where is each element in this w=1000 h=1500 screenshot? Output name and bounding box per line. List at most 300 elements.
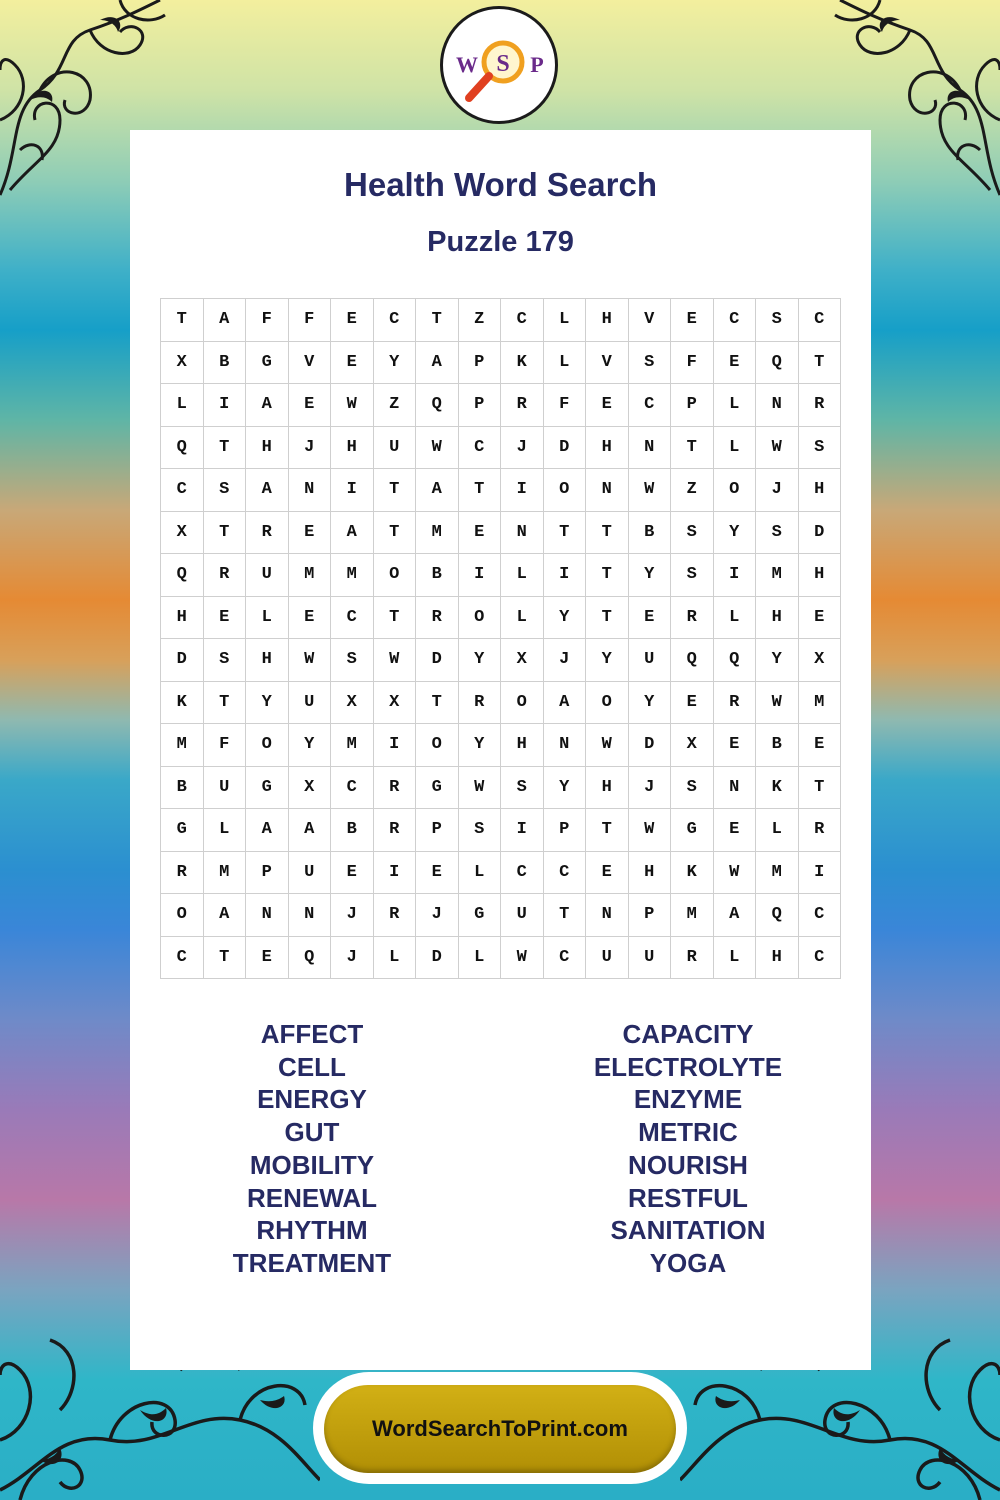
grid-cell: O xyxy=(373,554,416,597)
grid-row xyxy=(161,299,841,342)
grid-row xyxy=(161,936,841,979)
grid-cell: F xyxy=(671,341,714,384)
grid-cell: T xyxy=(161,299,204,342)
grid-cell: T xyxy=(203,936,246,979)
grid-cell: M xyxy=(203,851,246,894)
grid-cell: E xyxy=(331,299,374,342)
grid-cell: Q xyxy=(161,554,204,597)
grid-cell: I xyxy=(203,384,246,427)
grid-cell: L xyxy=(543,299,586,342)
grid-row xyxy=(161,766,841,809)
grid-cell: G xyxy=(246,341,289,384)
grid-cell: W xyxy=(756,426,799,469)
grid-cell: J xyxy=(331,936,374,979)
grid-cell: Q xyxy=(713,639,756,682)
grid-cell: W xyxy=(713,851,756,894)
grid-cell: C xyxy=(543,936,586,979)
grid-cell: L xyxy=(713,426,756,469)
word-list-item: YOGA xyxy=(649,1247,727,1278)
grid-cell: M xyxy=(416,511,459,554)
grid-cell: T xyxy=(203,681,246,724)
grid-cell: T xyxy=(671,426,714,469)
grid-cell: P xyxy=(458,341,501,384)
grid-cell: E xyxy=(203,596,246,639)
grid-cell: M xyxy=(331,554,374,597)
grid-cell: X xyxy=(501,639,544,682)
grid-cell: X xyxy=(161,341,204,384)
grid-cell: I xyxy=(713,554,756,597)
grid-row xyxy=(161,681,841,724)
word-list-item: ENZYME xyxy=(633,1084,743,1115)
grid-cell: A xyxy=(713,894,756,937)
grid-cell: U xyxy=(246,554,289,597)
site-link-button[interactable]: WordSearchToPrint.com xyxy=(324,1385,676,1473)
grid-cell: H xyxy=(161,596,204,639)
grid-cell: R xyxy=(373,809,416,852)
grid-cell: Q xyxy=(161,426,204,469)
grid-cell: T xyxy=(543,894,586,937)
grid-cell: O xyxy=(161,894,204,937)
grid-cell: E xyxy=(458,511,501,554)
grid-cell: T xyxy=(373,596,416,639)
grid-cell: D xyxy=(543,426,586,469)
grid-cell: W xyxy=(628,809,671,852)
logo-letter-p: P xyxy=(530,52,544,77)
grid-cell: Z xyxy=(373,384,416,427)
word-list-item: ELECTROLYTE xyxy=(593,1051,783,1082)
grid-cell: B xyxy=(203,341,246,384)
grid-cell: N xyxy=(288,894,331,937)
grid-cell: L xyxy=(543,341,586,384)
grid-cell: W xyxy=(628,469,671,512)
grid-cell: Q xyxy=(288,936,331,979)
grid-cell: Y xyxy=(458,639,501,682)
grid-cell: K xyxy=(501,341,544,384)
grid-cell: X xyxy=(798,639,841,682)
grid-cell: A xyxy=(331,511,374,554)
grid-cell: T xyxy=(373,469,416,512)
grid-cell: Q xyxy=(756,341,799,384)
grid-cell: L xyxy=(203,809,246,852)
grid-cell: W xyxy=(416,426,459,469)
grid-cell: Y xyxy=(458,724,501,767)
grid-cell: H xyxy=(586,766,629,809)
grid-cell: U xyxy=(373,426,416,469)
grid-cell: R xyxy=(161,851,204,894)
grid-row xyxy=(161,894,841,937)
grid-cell: R xyxy=(203,554,246,597)
grid-cell: Y xyxy=(628,681,671,724)
grid-cell: I xyxy=(331,469,374,512)
grid-cell: C xyxy=(161,469,204,512)
grid-cell: Z xyxy=(458,299,501,342)
grid-cell: E xyxy=(416,851,459,894)
grid-cell: Y xyxy=(288,724,331,767)
grid-row xyxy=(161,724,841,767)
grid-cell: L xyxy=(373,936,416,979)
grid-cell: J xyxy=(628,766,671,809)
grid-cell: X xyxy=(288,766,331,809)
grid-cell: T xyxy=(586,511,629,554)
grid-cell: H xyxy=(756,596,799,639)
grid-cell: E xyxy=(331,851,374,894)
grid-cell: O xyxy=(246,724,289,767)
grid-cell: M xyxy=(756,851,799,894)
grid-cell: B xyxy=(628,511,671,554)
grid-cell: N xyxy=(713,766,756,809)
grid-cell: W xyxy=(586,724,629,767)
grid-cell: S xyxy=(756,299,799,342)
grid-cell: P xyxy=(458,384,501,427)
grid-cell: L xyxy=(458,851,501,894)
grid-cell: H xyxy=(586,299,629,342)
grid-cell: T xyxy=(203,426,246,469)
grid-cell: Y xyxy=(713,511,756,554)
logo-letter-w: W xyxy=(456,52,478,77)
grid-cell: C xyxy=(161,936,204,979)
word-list-item: TREATMENT xyxy=(232,1247,392,1278)
grid-cell: A xyxy=(543,681,586,724)
grid-row xyxy=(161,384,841,427)
word-list-item: RENEWAL xyxy=(247,1182,377,1213)
grid-cell: J xyxy=(288,426,331,469)
grid-cell: I xyxy=(543,554,586,597)
grid-cell: R xyxy=(713,681,756,724)
grid-cell: S xyxy=(203,469,246,512)
grid-cell: N xyxy=(501,511,544,554)
grid-cell: D xyxy=(628,724,671,767)
grid-cell: M xyxy=(756,554,799,597)
logo-letter-s: S xyxy=(496,51,510,77)
grid-cell: Q xyxy=(671,639,714,682)
grid-row xyxy=(161,426,841,469)
grid-cell: C xyxy=(458,426,501,469)
word-list-right xyxy=(538,1018,838,1280)
grid-cell: K xyxy=(671,851,714,894)
grid-cell: U xyxy=(586,936,629,979)
grid-cell: S xyxy=(458,809,501,852)
grid-cell: T xyxy=(586,809,629,852)
grid-cell: P xyxy=(416,809,459,852)
grid-cell: R xyxy=(416,596,459,639)
grid-cell: C xyxy=(798,299,841,342)
grid-cell: Y xyxy=(628,554,671,597)
grid-cell: C xyxy=(798,936,841,979)
grid-cell: R xyxy=(458,681,501,724)
grid-row xyxy=(161,511,841,554)
grid-cell: N xyxy=(246,894,289,937)
grid-cell: P xyxy=(246,851,289,894)
grid-cell: L xyxy=(713,936,756,979)
grid-cell: T xyxy=(586,554,629,597)
grid-cell: M xyxy=(161,724,204,767)
grid-cell: S xyxy=(501,766,544,809)
grid-cell: N xyxy=(586,894,629,937)
grid-cell: T xyxy=(798,766,841,809)
grid-cell: I xyxy=(458,554,501,597)
grid-cell: Y xyxy=(246,681,289,724)
grid-cell: S xyxy=(798,426,841,469)
grid-cell: L xyxy=(501,554,544,597)
grid-cell: P xyxy=(671,384,714,427)
grid-cell: F xyxy=(203,724,246,767)
grid-cell: E xyxy=(586,851,629,894)
grid-cell: T xyxy=(586,596,629,639)
grid-cell: W xyxy=(756,681,799,724)
grid-cell: E xyxy=(798,596,841,639)
grid-cell: E xyxy=(288,511,331,554)
word-list-item: NOURISH xyxy=(628,1149,748,1180)
grid-cell: T xyxy=(416,681,459,724)
grid-cell: M xyxy=(671,894,714,937)
grid-cell: P xyxy=(543,809,586,852)
grid-cell: R xyxy=(246,511,289,554)
grid-cell: D xyxy=(161,639,204,682)
grid-cell: F xyxy=(543,384,586,427)
grid-cell: J xyxy=(501,426,544,469)
grid-cell: Y xyxy=(543,766,586,809)
grid-cell: S xyxy=(671,766,714,809)
grid-cell: I xyxy=(501,469,544,512)
grid-cell: H xyxy=(246,639,289,682)
grid-cell: R xyxy=(798,809,841,852)
word-list-item: GUT xyxy=(284,1117,340,1148)
grid-cell: W xyxy=(288,639,331,682)
grid-cell: G xyxy=(458,894,501,937)
grid-cell: W xyxy=(501,936,544,979)
grid-cell: E xyxy=(798,724,841,767)
grid-cell: U xyxy=(628,936,671,979)
grid-cell: S xyxy=(671,554,714,597)
grid-cell: W xyxy=(331,384,374,427)
grid-cell: A xyxy=(416,341,459,384)
grid-cell: K xyxy=(161,681,204,724)
grid-cell: C xyxy=(373,299,416,342)
grid-cell: H xyxy=(798,469,841,512)
word-list-item: RESTFUL xyxy=(628,1182,748,1213)
grid-cell: G xyxy=(161,809,204,852)
grid-cell: I xyxy=(373,724,416,767)
grid-cell: L xyxy=(161,384,204,427)
grid-row xyxy=(161,809,841,852)
grid-cell: O xyxy=(416,724,459,767)
grid-cell: L xyxy=(713,596,756,639)
grid-cell: S xyxy=(756,511,799,554)
grid-cell: J xyxy=(331,894,374,937)
grid-cell: M xyxy=(798,681,841,724)
grid-cell: E xyxy=(671,299,714,342)
puzzle-title: Health Word Search xyxy=(344,166,657,203)
word-list-item: ENERGY xyxy=(257,1084,367,1115)
grid-cell: X xyxy=(161,511,204,554)
grid-cell: U xyxy=(203,766,246,809)
grid-cell: L xyxy=(501,596,544,639)
grid-row xyxy=(161,851,841,894)
grid-cell: F xyxy=(246,299,289,342)
grid-row xyxy=(161,469,841,512)
grid-cell: C xyxy=(501,299,544,342)
grid-row xyxy=(161,341,841,384)
grid-cell: L xyxy=(756,809,799,852)
grid-cell: B xyxy=(416,554,459,597)
grid-cell: S xyxy=(628,341,671,384)
grid-cell: Z xyxy=(671,469,714,512)
grid-cell: S xyxy=(331,639,374,682)
grid-cell: E xyxy=(331,341,374,384)
grid-cell: R xyxy=(501,384,544,427)
grid-cell: Q xyxy=(756,894,799,937)
grid-cell: E xyxy=(246,936,289,979)
grid-cell: N xyxy=(586,469,629,512)
grid-cell: J xyxy=(416,894,459,937)
grid-cell: K xyxy=(756,766,799,809)
grid-cell: E xyxy=(586,384,629,427)
grid-cell: C xyxy=(713,299,756,342)
grid-cell: H xyxy=(756,936,799,979)
grid-cell: C xyxy=(543,851,586,894)
grid-cell: A xyxy=(288,809,331,852)
grid-cell: Y xyxy=(586,639,629,682)
grid-cell: C xyxy=(331,766,374,809)
grid-cell: C xyxy=(798,894,841,937)
grid-cell: N xyxy=(628,426,671,469)
grid-cell: T xyxy=(203,511,246,554)
grid-cell: S xyxy=(203,639,246,682)
grid-cell: V xyxy=(586,341,629,384)
word-list-item: CELL xyxy=(278,1051,346,1082)
grid-cell: J xyxy=(543,639,586,682)
grid-cell: Y xyxy=(373,341,416,384)
grid-cell: L xyxy=(458,936,501,979)
grid-cell: V xyxy=(288,341,331,384)
grid-cell: I xyxy=(798,851,841,894)
grid-cell: W xyxy=(458,766,501,809)
grid-cell: G xyxy=(416,766,459,809)
grid-cell: B xyxy=(161,766,204,809)
grid-cell: C xyxy=(331,596,374,639)
grid-cell: T xyxy=(543,511,586,554)
grid-cell: N xyxy=(288,469,331,512)
grid-cell: H xyxy=(586,426,629,469)
grid-cell: L xyxy=(246,596,289,639)
grid-cell: H xyxy=(331,426,374,469)
grid-cell: O xyxy=(586,681,629,724)
grid-cell: N xyxy=(756,384,799,427)
grid-cell: O xyxy=(713,469,756,512)
grid-cell: F xyxy=(288,299,331,342)
grid-cell: T xyxy=(416,299,459,342)
grid-cell: Q xyxy=(416,384,459,427)
grid-cell: E xyxy=(713,341,756,384)
grid-cell: D xyxy=(416,936,459,979)
word-list-item: AFFECT xyxy=(260,1019,364,1049)
grid-cell: W xyxy=(373,639,416,682)
grid-cell: E xyxy=(288,384,331,427)
grid-cell: I xyxy=(501,809,544,852)
grid-cell: M xyxy=(331,724,374,767)
grid-cell: U xyxy=(288,681,331,724)
magnifier-icon xyxy=(443,9,555,121)
puzzle-subtitle: Puzzle 179 xyxy=(427,226,574,258)
grid-cell: A xyxy=(203,299,246,342)
grid-cell: J xyxy=(756,469,799,512)
puzzle-card xyxy=(130,130,871,1370)
word-list-item: METRIC xyxy=(638,1117,738,1148)
grid-cell: C xyxy=(501,851,544,894)
grid-cell: I xyxy=(373,851,416,894)
grid-cell: D xyxy=(798,511,841,554)
grid-cell: R xyxy=(671,936,714,979)
grid-cell: M xyxy=(288,554,331,597)
grid-cell: G xyxy=(246,766,289,809)
grid-cell: E xyxy=(713,724,756,767)
grid-cell: T xyxy=(458,469,501,512)
grid-cell: C xyxy=(628,384,671,427)
grid-cell: A xyxy=(246,809,289,852)
word-list-item: MOBILITY xyxy=(249,1149,375,1180)
grid-row xyxy=(161,554,841,597)
grid-cell: R xyxy=(373,766,416,809)
grid-cell: H xyxy=(246,426,289,469)
grid-cell: U xyxy=(288,851,331,894)
grid-cell: T xyxy=(798,341,841,384)
grid-cell: Y xyxy=(756,639,799,682)
grid-cell: E xyxy=(628,596,671,639)
grid-cell: T xyxy=(373,511,416,554)
grid-cell: A xyxy=(203,894,246,937)
grid-cell: A xyxy=(246,469,289,512)
grid-cell: B xyxy=(756,724,799,767)
grid-cell: E xyxy=(713,809,756,852)
grid-cell: H xyxy=(798,554,841,597)
site-link-container xyxy=(313,1372,687,1484)
grid-cell: B xyxy=(331,809,374,852)
grid-cell: E xyxy=(671,681,714,724)
grid-cell: N xyxy=(543,724,586,767)
grid-cell: E xyxy=(288,596,331,639)
wsp-logo xyxy=(440,6,558,124)
grid-cell: A xyxy=(246,384,289,427)
grid-cell: U xyxy=(501,894,544,937)
grid-row xyxy=(161,596,841,639)
grid-cell: R xyxy=(798,384,841,427)
word-list-item: RHYTHM xyxy=(256,1215,368,1246)
grid-cell: O xyxy=(458,596,501,639)
grid-cell: R xyxy=(671,596,714,639)
grid-cell: H xyxy=(501,724,544,767)
grid-cell: A xyxy=(416,469,459,512)
grid-cell: G xyxy=(671,809,714,852)
word-list-item: SANITATION xyxy=(610,1215,766,1246)
grid-cell: R xyxy=(373,894,416,937)
grid-cell: P xyxy=(628,894,671,937)
grid-cell: O xyxy=(543,469,586,512)
grid-cell: O xyxy=(501,681,544,724)
letter-grid xyxy=(160,298,841,979)
grid-cell: V xyxy=(628,299,671,342)
word-list-left xyxy=(162,1018,462,1280)
grid-cell: X xyxy=(373,681,416,724)
grid-cell: L xyxy=(713,384,756,427)
grid-cell: X xyxy=(671,724,714,767)
grid-cell: D xyxy=(416,639,459,682)
grid-cell: H xyxy=(628,851,671,894)
word-list-item: CAPACITY xyxy=(622,1019,754,1049)
grid-cell: S xyxy=(671,511,714,554)
grid-row xyxy=(161,639,841,682)
grid-cell: U xyxy=(628,639,671,682)
grid-cell: X xyxy=(331,681,374,724)
